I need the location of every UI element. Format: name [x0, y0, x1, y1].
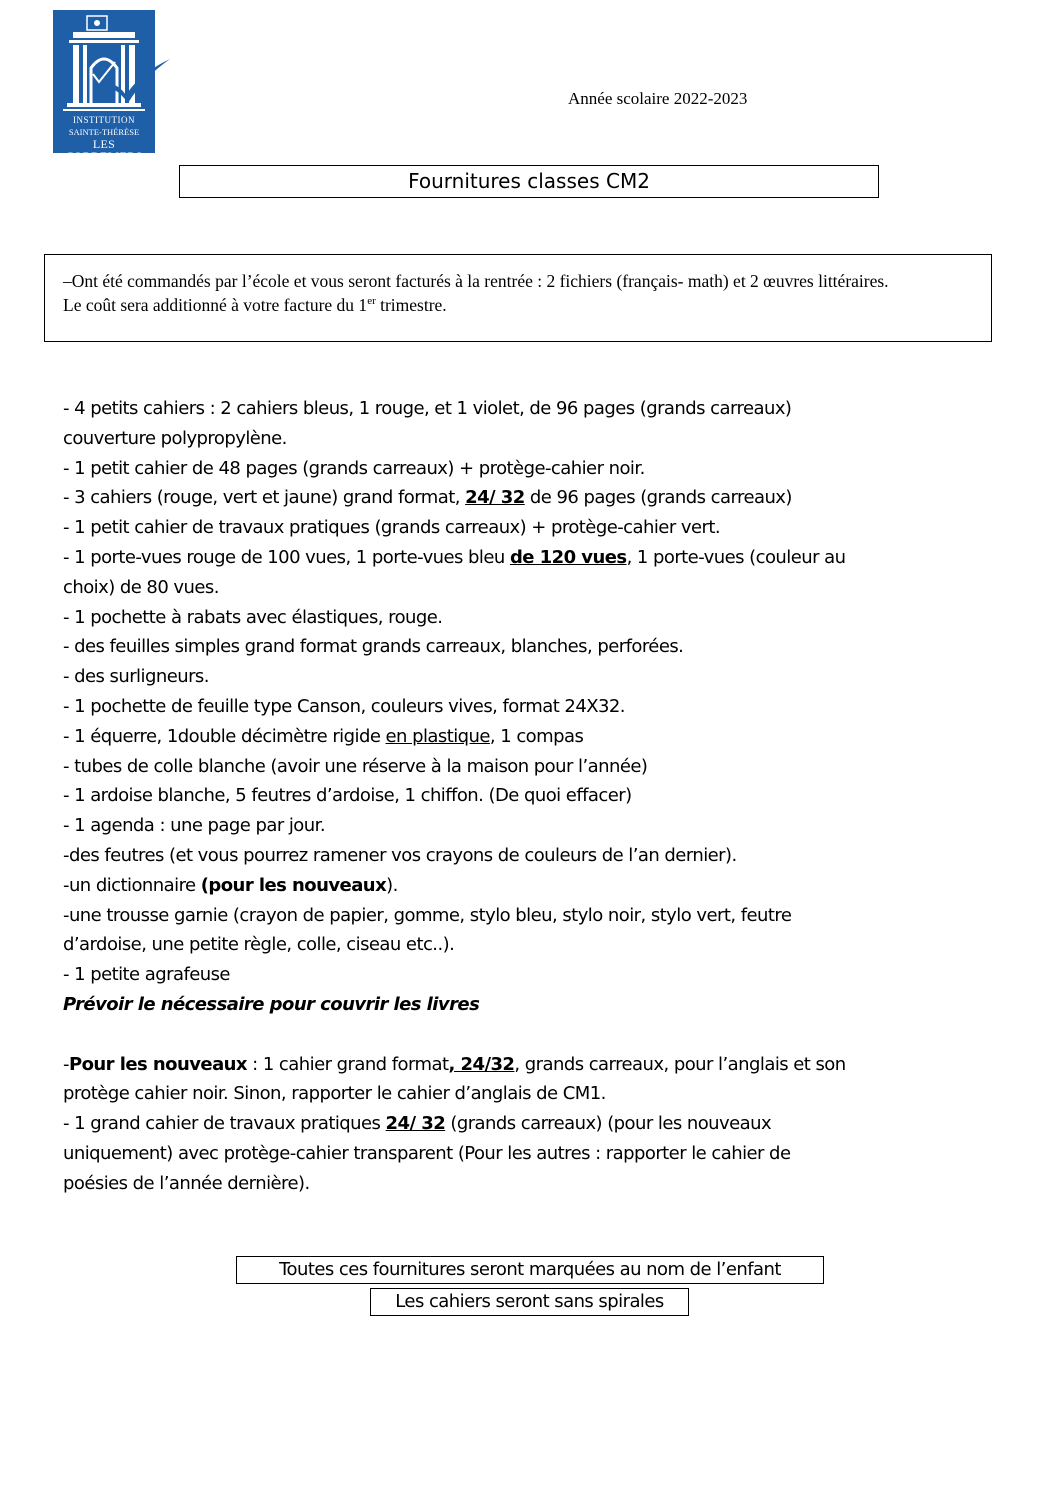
notice-box	[44, 254, 992, 342]
list-item: choix) de 80 vues.	[63, 576, 219, 598]
logo-line-3: LES CORDELIERS	[65, 137, 143, 163]
logo-line-1: INSTITUTION	[73, 115, 135, 125]
list-item: - tubes de colle blanche (avoir une réserve à la maison pour l’année)	[63, 755, 648, 777]
list-item: - 1 pochette à rabats avec élastiques, rouge.	[63, 606, 443, 628]
list-item: - 1 petit cahier de 48 pages (grands carreaux) + protège-cahier noir.	[63, 457, 645, 479]
logo-line-2: SAINTE-THÉRÈSE	[68, 127, 140, 137]
list-item: uniquement) avec protège-cahier transparent (Pour les autres : rapporter le cahier de	[63, 1142, 791, 1164]
list-item: - 1 équerre, 1double décimètre rigide en plastique, 1 compas	[63, 725, 584, 747]
footer-note-marking: Toutes ces fournitures seront marquées au nom de l’enfant	[236, 1256, 824, 1284]
list-item: - 1 ardoise blanche, 5 feutres d’ardoise, 1 chiffon. (De quoi effacer)	[63, 785, 632, 807]
list-item: - 1 grand cahier de travaux pratiques 24/ 32 (grands carreaux) (pour les nouveaux	[63, 1113, 772, 1135]
list-item: protège cahier noir. Sinon, rapporter le cahier d’anglais de CM1.	[63, 1083, 606, 1105]
checkmark-icon	[100, 55, 172, 105]
list-item: - 1 petite agrafeuse	[63, 964, 230, 986]
list-item: - 1 agenda : une page par jour.	[63, 815, 326, 837]
list-item: - 1 pochette de feuille type Canson, couleurs vives, format 24X32.	[63, 695, 625, 717]
list-item: -des feutres (et vous pourrez ramener vos crayons de couleurs de l’an dernier).	[63, 844, 737, 866]
list-item: - 1 petit cahier de travaux pratiques (grands carreaux) + protège-cahier vert.	[63, 517, 721, 539]
footer-note-spirals: Les cahiers seront sans spirales	[370, 1288, 689, 1316]
notice-line-2: Le coût sera additionné à votre facture du 1er trimestre.	[63, 295, 447, 315]
list-item: - des feuilles simples grand format grands carreaux, blanches, perforées.	[63, 636, 684, 658]
cover-books-note: Prévoir le nécessaire pour couvrir les livres	[63, 993, 480, 1015]
list-item: -un dictionnaire (pour les nouveaux).	[63, 874, 398, 896]
list-item: - 3 cahiers (rouge, vert et jaune) grand format, 24/ 32 de 96 pages (grands carreaux)	[63, 487, 792, 509]
list-item: -Pour les nouveaux : 1 cahier grand format, 24/32, grands carreaux, pour l’anglais et son	[63, 1053, 846, 1075]
list-item: - des surligneurs.	[63, 666, 209, 688]
list-item: couverture polypropylène.	[63, 427, 287, 449]
list-item: -une trousse garnie (crayon de papier, gomme, stylo bleu, stylo noir, stylo vert, feutre	[63, 904, 792, 926]
list-item: - 4 petits cahiers : 2 cahiers bleus, 1 rouge, et 1 violet, de 96 pages (grands carreaux)	[63, 398, 792, 419]
supply-list	[63, 394, 993, 1199]
school-year: Année scolaire 2022-2023	[568, 89, 748, 108]
notice-line-1: –Ont été commandés par l’école et vous seront facturés à la rentrée : 2 fichiers (français- math) et 2 œuvres littéraires.	[63, 271, 889, 291]
list-item: d’ardoise, une petite règle, colle, ciseau etc..).	[63, 934, 455, 956]
list-item: - 1 porte-vues rouge de 100 vues, 1 porte-vues bleu de 120 vues, 1 porte-vues (couleur au	[63, 546, 846, 568]
list-item: poésies de l’année dernière).	[63, 1172, 310, 1194]
page-title: Fournitures classes CM2	[179, 165, 879, 198]
